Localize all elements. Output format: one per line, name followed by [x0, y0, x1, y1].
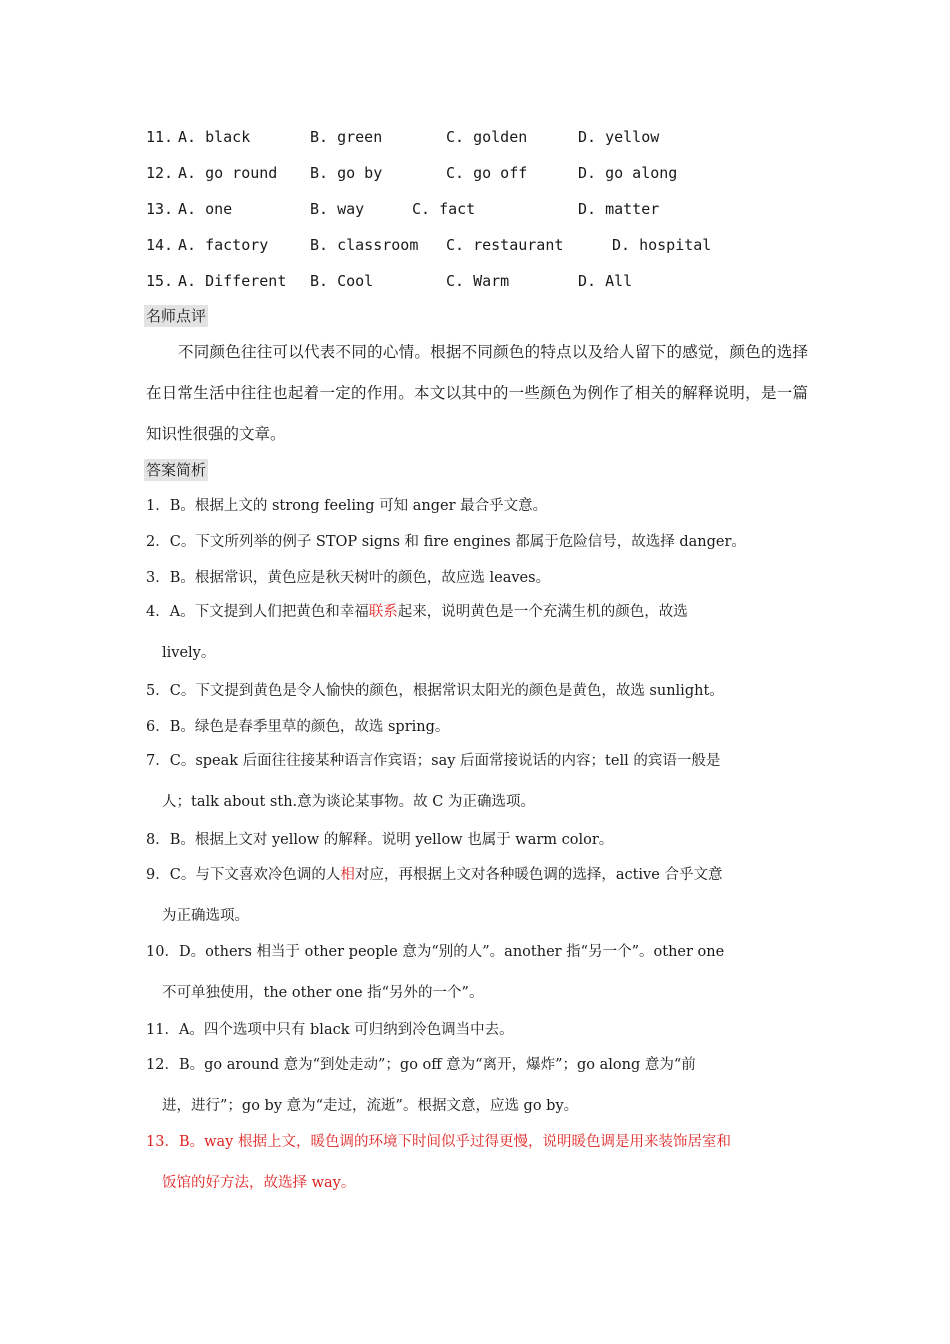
review-paragraph: 不同颜色往往可以代表不同的心情。根据不同颜色的特点以及给人留下的感觉，颜色的选择在日常生活中往往也起着一定的作用。本文以其中的一些颜色为例作了相关的解释说明，是一篇知识性很强的文章。 — [146, 343, 808, 443]
answer-continuation: 人；talk about sth.意为谈论某事物。故 C 为正确选项。 — [162, 794, 535, 810]
option-d: D. go along — [578, 164, 678, 182]
option-b: B. Cool — [310, 272, 374, 290]
answer-item-13 — [146, 1122, 808, 1204]
option-c: C. restaurant — [446, 236, 564, 254]
answer-item-8: 8．B。根据上文对 yellow 的解释。说明 yellow 也属于 warm color。 — [146, 832, 614, 848]
answer-continuation: 为正确选项。 — [162, 908, 249, 924]
answer-continuation: 饭馆的好方法，故选择 way。 — [162, 1175, 356, 1191]
answer-text: 对应，再根据上文对各种暖色调的选择，active 合乎文意 — [354, 867, 723, 883]
option-a: A. Different — [178, 272, 287, 290]
answer-item-2: 2．C。下文所列举的例子 STOP signs 和 fire engines 都属于危险信号，故选择 danger。 — [146, 534, 746, 550]
review-heading: 名师点评 — [146, 307, 207, 325]
option-c: C. golden — [446, 128, 528, 146]
answer-text: 7．C。speak 后面往往接某种语言作宾语；say 后面常接说话的内容；tell 的宾语一般是 — [146, 753, 721, 769]
option-a: A. factory — [178, 236, 269, 254]
highlighted-word: 相 — [340, 867, 355, 883]
answer-item-3: 3．B。根据常识，黄色应是秋天树叶的颜色，故应选 leaves。 — [146, 570, 551, 586]
answer-continuation: 不可单独使用，the other one 指“另外的一个”。 — [162, 985, 484, 1001]
answer-item-10 — [146, 932, 808, 1014]
answer-continuation: 进，进行”；go by 意为“走过，流逝”。根据文意，应选 go by。 — [162, 1098, 579, 1114]
option-b: B. go by — [310, 164, 383, 182]
highlighted-word: 联系 — [368, 604, 398, 620]
answer-item-12 — [146, 1045, 808, 1127]
option-d: D. matter — [578, 200, 660, 218]
option-a: A. go round — [178, 164, 278, 182]
option-d: D. yellow — [578, 128, 660, 146]
answer-item-9 — [146, 855, 808, 937]
option-d: D. hospital — [612, 236, 712, 254]
answer-text: 起来，说明黄色是一个充满生机的颜色，故选 — [397, 604, 688, 620]
answer-item-4 — [146, 592, 808, 674]
option-a: A. one — [178, 200, 233, 218]
answer-continuation: lively。 — [162, 645, 216, 661]
option-b: B. green — [310, 128, 383, 146]
option-c: C. go off — [446, 164, 528, 182]
option-d: D. All — [578, 272, 633, 290]
option-c: C. Warm — [446, 272, 510, 290]
option-a: A. black — [178, 128, 251, 146]
answer-text: 4．A。下文提到人们把黄色和幸福 — [146, 604, 369, 620]
question-number: 12. — [146, 164, 174, 182]
option-c: C. fact — [412, 200, 476, 218]
answer-item-1: 1．B。根据上文的 strong feeling 可知 anger 最合乎文意。 — [146, 498, 548, 514]
answer-item-11: 11．A。四个选项中只有 black 可归纳到冷色调当中去。 — [146, 1022, 514, 1038]
analysis-heading: 答案简析 — [146, 461, 207, 479]
answer-text: 10．D。others 相当于 other people 意为“别的人”。another 指“另一个”。other one — [146, 944, 725, 960]
question-number: 14. — [146, 236, 174, 254]
option-b: B. classroom — [310, 236, 419, 254]
answer-item-5: 5．C。下文提到黄色是令人愉快的颜色，根据常识太阳光的颜色是黄色，故选 sunlight。 — [146, 683, 724, 699]
answer-item-6: 6．B。绿色是春季里草的颜色，故选 spring。 — [146, 719, 450, 735]
question-number: 13. — [146, 200, 174, 218]
answer-text: 13．B。way 根据上文，暖色调的环境下时间似乎过得更慢，说明暖色调是用来装饰居室和 — [146, 1134, 731, 1150]
question-number: 15. — [146, 272, 174, 290]
answer-text: 9．C。与下文喜欢冷色调的人 — [146, 867, 341, 883]
question-number: 11. — [146, 128, 174, 146]
option-b: B. way — [310, 200, 365, 218]
answer-item-7 — [146, 741, 808, 823]
answer-text: 12．B。go around 意为“到处走动”；go off 意为“离开，爆炸”；go along 意为“前 — [146, 1057, 696, 1073]
